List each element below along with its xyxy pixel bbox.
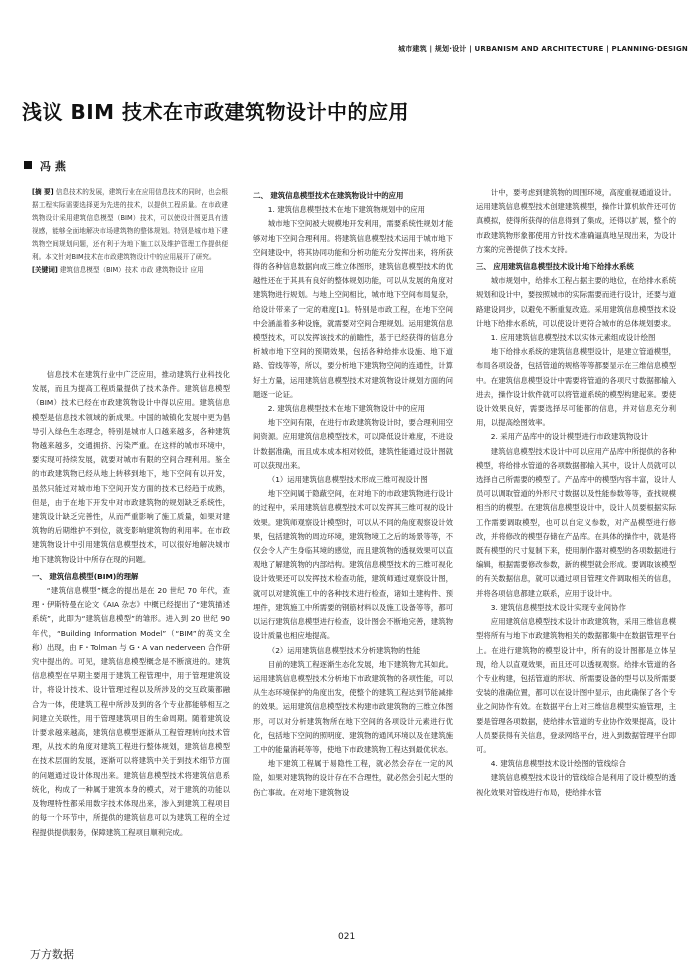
author-bullet <box>24 161 32 169</box>
page-number: 021 <box>338 932 356 942</box>
keywords-label: [关键词] <box>32 266 58 274</box>
body-paragraph: 应用建筑信息模型技术设计市政建筑物，采用三维信息模型将所有与地下市政建筑物相关的数据都集中在数据管理平台上。在进行建筑物的模型设计中，所有的设计图都是立体呈现，给人以直观效果，而且还可以透视观察。给排水管道的各个专业构建，包括管道的形状、所需要设备的型号以及所需要安装的准确位置，都可以在设计图中显示，由此确保了各个专业之间协作有效。在数据平台上对三维信息模型实施管理，主要是管理各项数据，使给排水管道的专业协作效果提高，设计人员要获得有关信息，登录网络平台，进入到数据管理平台即可。 <box>476 617 676 754</box>
body-paragraph: 3. 建筑信息模型技术设计实现专业间协作 <box>490 602 626 612</box>
body-paragraph: 城市地下空间被大规模地开发利用，需要系统性规划才能够对地下空间合理利用。将建筑信息模型技术运用于城市地下空间建设中，将其协同功能和分析功能充分发挥出来，将所获得的各种信息数据向成三维立体图形，建筑信息模型技术的优越性还在于其具有良好的整体规划功能，可以从发展的角度对建筑物进行规划。与地上空间相比，城市地下空间布局复杂，给设计带来了一定的难度[1]。特别是市政工程，在地下空间中会涵盖着多种设施，就需要对空间合理规划。运用建筑信息模型技术，可以发挥该技术的前瞻性，基于已经获得的信息分析城市地下空间的预期效果，包括各种给排水设施、地下道路、管线等等，所以，要分析地下建筑物空间的连通性，计算好土方量，运用建筑信息模型技术对建筑物设计规划方面的问题逐一论证。 <box>253 219 453 399</box>
section-heading: 一、 建筑信息模型(BIM)的理解 <box>32 571 139 581</box>
keywords-paragraph <box>32 264 228 277</box>
body-paragraph: 1. 建筑信息模型技术在地下建筑物规划中的应用 <box>267 205 426 215</box>
body-paragraph: 目前的建筑工程逐渐生态化发展，地下建筑物尤其如此。运用建筑信息模型技术分析地下市政建筑物的各项性能，可以从生态环境保护的角度出发，使整个的建筑工程达到节能减排的效果。运用建筑信息模型技术构建市政建筑物的三维立体图形，可以对分析建筑物所在地下空间的各项设计元素进行优化，包括地下空间的照明度、建筑物的通风环境以及在建筑施工中的能量消耗等等，使地下市政建筑物工程达到最优状态。 <box>253 659 453 754</box>
body-paragraph: 信息技术在建筑行业中广泛应用，推动建筑行业科技化发展，而且为提高工程质量提供了技术条件。建筑信息模型（BIM）技术已经在市政建筑物设计中得以应用。建筑信息模型是信息技术领域的新成果。中国的城镇化发展中更为倡导引入绿色生态理念，特别是城市人口越来越多，各种建筑物越来越多，交通拥挤、污染严重。在这样的城市环境中，要实现可持续发展，就要对城市有限的空间合理利用。鉴全的市政建筑物已经从地上转移到地下，地下空间有以开发，虽然只能过对城市地下空间开发方面的技术已经趋于成熟，但是，由于在地下开发中对市政建筑物的规划缺乏系统性，建筑设计缺乏完善性，从而严重影响了施工质量，如果对建筑物的后期维护不到位，就变影响建筑物的利用率。在市政建筑物设计中引用建筑信息模型技术，可以很好地解决城市地下建筑物设计中所存在现的问题。 <box>32 370 230 564</box>
footer-watermark: 万方数据 <box>30 948 74 961</box>
body-paragraph: 城市规划中，给排水工程占据主要的地位，在给排水系统规划和设计中，要按照城市的实际需要而进行设计，还要与道路建设同步，以避免不断重复改造。采用建筑信息模型技术设计地下给排水系统，可以使设计更符合城市的总体规划要求。 <box>476 276 676 328</box>
section-heading: 二、 建筑信息模型技术在建筑物设计中的应用 <box>253 191 404 200</box>
journal-header: 城市建筑 | 规划·设计 | URBANISM AND ARCHITECTURE | PLANNING·DESIGN <box>398 45 688 53</box>
author-name: 冯 燕 <box>40 160 66 173</box>
body-paragraph: 计中，要考虑到建筑物的周围环境，高度重视通道设计。运用建筑信息模型技术创建建筑模型，操作计算机软件还可仿真模拟，使得所获得的信息得到了集成，还得以扩展，整个的市政建筑物形象都使用方针技术准确逼真地呈现出来，为设计方案的完善提供了技术支持。 <box>476 188 676 254</box>
abstract-block <box>32 186 228 356</box>
body-paragraph: （1）运用建筑信息模型技术形成三维可视设计图 <box>267 475 428 485</box>
article-title: 浅议 BIM 技术在市政建筑物设计中的应用 <box>22 100 410 124</box>
body-paragraph: 2. 建筑信息模型技术在地下建筑物设计中的应用 <box>267 404 426 414</box>
abstract-paragraph <box>32 186 228 264</box>
section-heading: 三、 应用建筑信息模型技术设计地下给排水系统 <box>476 262 634 272</box>
body-paragraph: 地下空间属于隐蔽空间，在对地下的市政建筑物进行设计的过程中，采用建筑信息模型技术可以发挥其三维可视的设计效果。建筑师观察设计模型时，可以从不同的角度观察设计效果，包括建筑物的周边环境，建筑物境工之后的场景等等，不仅会令人产生身临其境的感觉，而且建筑物的透视效果可以直观地了解建筑物的内部结构。建筑信息模型技术的三维可视化设计效果还可以发挥技术检查功能，建筑师通过观察设计图，就可以对建筑施工中的各种技术进行检查，诸如土建构件、预埋件，建筑施工中所需要的钢筋材料以及施工设备等等，都可以运行建筑信息模型进行检查，设计图会不断地完善，建筑物设计质量也相应地提高。 <box>253 489 453 641</box>
body-paragraph: 1. 应用建筑信息模型技术以实体元素组成设计绘图 <box>490 333 656 343</box>
body-paragraph: 地下空间有限，在进行市政建筑物设计时，要合理利用空间资源。应用建筑信息模型技术，可以降低设计难度，不进设计数据准确，而且成本成本相对较低，建筑性能通过设计图就可以获现出来。 <box>253 418 453 470</box>
body-paragraph: （2）运用建筑信息模型技术分析建筑物的性能 <box>267 645 421 655</box>
body-paragraph: 4. 建筑信息模型技术设计绘图的管线综合 <box>490 759 626 769</box>
body-paragraph: 地下给排水系统的建筑信息模型设计，是建立管道模型，布局各项设备，包括管道的规格等等都要显示在三维信息模型中。在建筑信息模型设计中需要将管道的各项尺寸数据都输入进去，操作设计软件就可以将管道系统的模型构建起来。要使设计效果良好，需要选择尽可能都的信息，并对信息充分利用，以提高绘图效率。 <box>476 347 676 428</box>
abstract-text: 信息技术的发展，建筑行业在应用信息技术的同时，也会根据工程实际需要选择更为先进的技术，以提供工程质量。在市政建筑物设计采用建筑信息模型（BIM）技术，可以使设计图更具有透视感，能够全面地解决市场建筑物的整体规划。特别是城市地下建筑物空间规划问题，还有利于为地下施工以及维护管理工作提供便利。本文针对BIM技术在市政建筑物设计中的应用展开了研究。 <box>32 188 228 261</box>
abstract-label: [摘 要] <box>32 188 54 196</box>
keywords-text: 建筑信息模型（BIM）技术 市政 建筑物设计 应用 <box>59 266 204 274</box>
body-paragraph: “建筑信息模型”概念的提出是在 20 世纪 70 年代，查理・伊斯特曼在论文《AIA 杂志》中概已经提出了“建筑描述系统”，此即为“建筑信息模型”的雏形。进入到 20 世纪 90 年代，“Building Information Model”（“BIM”的英文全称）出现，由 F・Tolman 与 G・A van nederveen 合作研究中提出的。可见，建筑信息模型概念是不断演进的。建筑信息模型在早期主要用于建筑工程管理中，用于管理建筑设计，将设计技术、设计管理过程以及所涉及的交互政策都融合为一体，使建筑工程中所涉及到的各个专业都能够相互之间建立关联性，用于管理建筑项目的生命周期。随着建筑设计要求越来越高，建筑信息模型逐渐从工程管理转向技术管理，从技术的角度对建筑工程进行整体规划，建筑信息模型在技术层面的发展，逐渐可以将建筑中关于到技术细节方面的问题通过设计体现出来。建筑信息模型技术将建筑信息系统化，构成了一种属于建筑本身的模式，对于建筑的功能以及物理特性都采用数字技术体现出来，渗入到建筑工程项目的每一个环节中，所提供的建筑信息可以为建筑工程的全过程提供提供服务，保障建筑工程项目顺利完成。 <box>32 586 230 837</box>
body-paragraph: 地下建筑工程属于易隐性工程，就必然会存在一定的风险，如果对建筑物的设计存在不合理性，就必然会引起大型的伤亡事故。在对地下建筑物设 <box>253 759 453 797</box>
body-paragraph: 建筑信息模型技术设计中可以应用产品库中所提供的各种模型，将给排水管道的各项数据都输入其中，设计人员就可以选择自己所需要的模型了。产品库中的模型内容丰富，设计人员可以调取管道的外形尺寸数据以及性能参数等等，查找规模相当的的模型。在建筑信息模型设计中，设计人员要根据实际工作需要调取模型，也可以自定义参数，对产品模型进行修改，并将修改的模型存储在产品库。在具体的操作中，就是将既有模型的尺寸复制下来，使用制作器对模型的各项数据进行编辑，根据需要修改参数，新的模型就会形成。要调取该模型的有关数据信息，就可以通过项目管理文件调取相关的信息，并将各项信息都建立联系，应用于设计中。 <box>476 446 676 598</box>
body-paragraph: 建筑信息模型技术设计的管线综合是利用了设计模型的透视化效果对管线进行布局，使给排水管 <box>476 773 676 797</box>
column-1 <box>32 368 230 920</box>
column-2 <box>253 186 453 920</box>
body-paragraph: 2. 采用产品库中的设计模型进行市政建筑物设计 <box>490 432 649 442</box>
column-3 <box>476 186 676 920</box>
